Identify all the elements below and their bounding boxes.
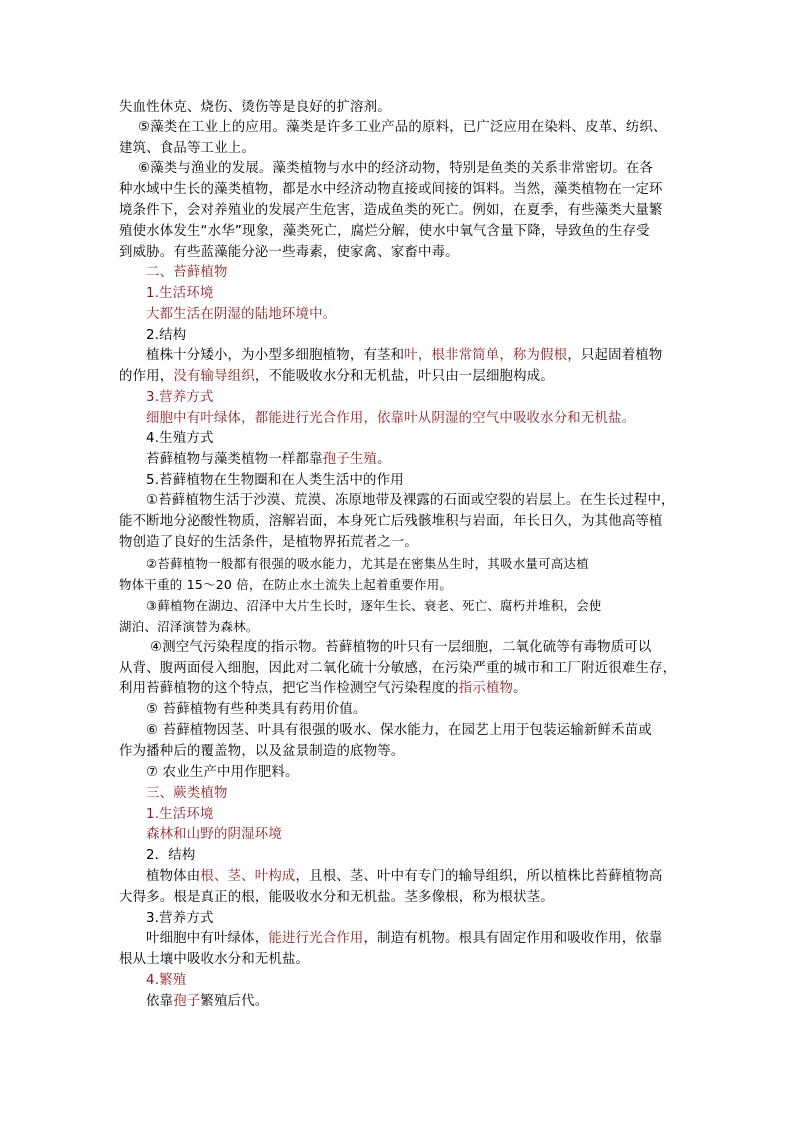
- text-line: ⑥ 苔藓植物因茎、叶具有很强的吸水、保水能力，在园艺上用于包装运输新鲜禾苗或: [146, 723, 652, 738]
- text-line: 物体干重的 15～20 倍，在防止水土流失上起着重要作用。: [119, 577, 453, 592]
- subheading: 4.繁殖: [146, 973, 187, 988]
- subheading: 1.生活环境: [146, 286, 214, 301]
- subheading: 2.结构: [146, 328, 187, 343]
- text-line: ⑥藻类与渔业的发展。藻类植物与水中的经济动物，特别是鱼类的关系非常密切。在各: [138, 161, 654, 176]
- text-line: 苔藓植物与藻类植物一样都靠孢子生殖。: [146, 452, 391, 467]
- subheading: 4.生殖方式: [146, 431, 214, 446]
- text-line: 能不断地分泌酸性物质，溶解岩面，本身死亡后残骸堆积与岩面，年长日久，为其他高等植: [119, 514, 663, 529]
- text-line: 殖使水体发生“水华”现象，藻类死亡，腐烂分解，使水中氧气含量下降，导致鱼的生存受: [119, 224, 650, 239]
- subheading: 3.营养方式: [146, 911, 214, 926]
- subheading: 1.生活环境: [146, 807, 214, 822]
- text-line: 的作用，没有输导组织，不能吸收水分和无机盐，叶只由一层细胞构成。: [119, 369, 554, 384]
- text-line: 根从土壤中吸收水分和无机盐。: [119, 952, 310, 967]
- text-line: 境条件下，会对养殖业的发展产生危害，造成鱼类的死亡。例如，在夏季，有些藻类大量繁: [119, 203, 663, 218]
- subheading: 2．结构: [146, 848, 196, 863]
- text-line: ⑤ 苔藓植物有些种类具有药用价值。: [146, 702, 367, 717]
- text-line: 建筑、食品等工业上。: [119, 141, 255, 156]
- subheading: 3.营养方式: [146, 390, 214, 405]
- subheading: 5.苔藓植物在生物圈和在人类生活中的作用: [146, 473, 404, 488]
- section-heading: 二、苔藓植物: [146, 265, 228, 280]
- text-line: 作为播种后的覆盖物，以及盆景制造的底物等。: [119, 744, 405, 759]
- text-line: ③藓植物在湖边、沼泽中大片生长时，逐年生长、衰老、死亡、腐朽并堆积，会使: [146, 598, 602, 613]
- text-line: 植株十分矮小，为小型多细胞植物，有茎和叶，根非常简单，称为假根，只起固着植物: [146, 348, 663, 363]
- text-line: 物创造了良好的生活条件，是植物界拓荒者之一。: [119, 535, 418, 550]
- text-line: 叶细胞中有叶绿体，能进行光合作用，制造有机物。根具有固定作用和吸收作用，依靠: [146, 931, 663, 946]
- text-line: ②苔藓植物一般都有很强的吸水能力，尤其是在密集丛生时，其吸水量可高达植: [146, 556, 589, 571]
- section-heading: 三、蕨类植物: [146, 786, 228, 801]
- text-line: 依靠孢子繁殖后代。: [146, 994, 269, 1009]
- text-line: 失血性休克、烧伤、烫伤等是良好的扩溶剂。: [119, 100, 391, 115]
- text-line: 森林和山野的阴湿环境: [146, 827, 282, 842]
- text-line: 利用苔藓植物的这个特点，把它当作检测空气污染程度的指示植物。: [119, 681, 527, 696]
- text-line: 植物体由根、茎、叶构成，且根、茎、叶中有专门的输导组织，所以植株比苔藓植物高: [146, 869, 663, 884]
- text-line: 大得多。根是真正的根，能吸收水分和无机盐。茎多像根，称为根状茎。: [119, 890, 554, 905]
- text-line: 湖泊、沼泽演替为森林。: [119, 619, 259, 634]
- text-line: 到威胁。有些蓝藻能分泌一些毒素，使家禽、家畜中毒。: [119, 245, 459, 260]
- text-line: ④测空气污染程度的指示物。苔藓植物的叶只有一层细胞，二氧化硫等有毒物质可以: [150, 640, 652, 655]
- text-line: 从背、腹两面侵入细胞，因此对二氧化硫十分敏感，在污染严重的城市和工厂附近很难生存，: [119, 661, 677, 676]
- text-line: 种水域中生长的藻类植物，都是水中经济动物直接或间接的饵料。当然，藻类植物在一定环: [119, 182, 663, 197]
- text-line: 大都生活在阴湿的陆地环境中。: [146, 307, 337, 322]
- text-line: 细胞中有叶绿体，都能进行光合作用，依靠叶从阴湿的空气中吸收水分和无机盐。: [146, 411, 636, 426]
- text-line: ①苔藓植物生活于沙漠、荒漠、冻原地带及裸露的石面或空裂的岩层上。在生长过程中，: [146, 493, 675, 508]
- text-line: ⑦ 农业生产中用作肥料。: [146, 765, 299, 780]
- text-line: ⑤藻类在工业上的应用。藻类是许多工业产品的原料，已广泛应用在染料、皮革、纺织、: [138, 120, 667, 135]
